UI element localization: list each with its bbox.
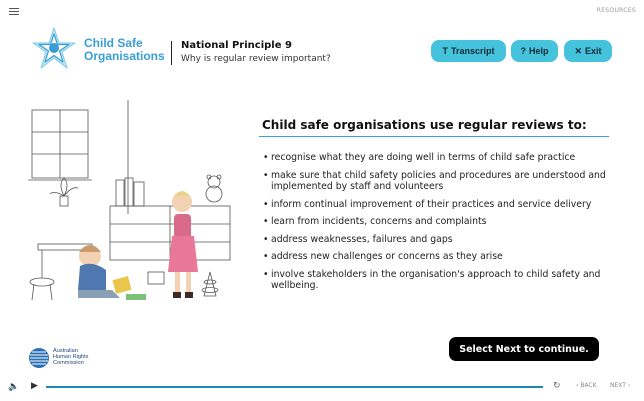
review-bullet-list — [263, 152, 613, 298]
progress-track[interactable] — [46, 386, 543, 388]
player-bar — [0, 374, 644, 401]
sitting-child-figure — [78, 245, 146, 300]
list-item: • learn from incidents, concerns and complaints — [263, 216, 613, 228]
speaker-icon[interactable]: 🔈 — [8, 382, 20, 392]
back-label: BACK — [580, 382, 597, 389]
ahrc-globe-logo — [28, 347, 50, 369]
transcript-label: Transcript — [450, 46, 495, 56]
standing-child-figure — [168, 191, 198, 298]
logo-text — [84, 37, 165, 63]
help-icon: ? — [520, 46, 526, 56]
next-label: NEXT — [610, 382, 626, 389]
transcript-button[interactable] — [431, 40, 506, 62]
exit-icon: ✕ — [574, 45, 583, 56]
next-button[interactable]: NEXT › — [610, 382, 631, 389]
back-button[interactable]: ‹ BACK — [576, 382, 597, 389]
principle-subtitle: Why is regular review important? — [181, 54, 331, 64]
help-button[interactable] — [511, 40, 558, 62]
hamburger-icon[interactable] — [9, 8, 19, 15]
logo-line-1: Child Safe — [84, 36, 143, 50]
list-item: • address weaknesses, failures and gaps — [263, 234, 613, 246]
playroom-illustration — [24, 96, 256, 308]
list-item: • address new challenges or concerns as they arise — [263, 251, 613, 263]
child-safe-star-logo — [30, 26, 78, 74]
list-item: • inform continual improvement of their practices and service delivery — [263, 199, 613, 211]
list-item: • involve stakeholders in the organisation's approach to child safety and wellbeing. — [263, 269, 613, 292]
header-divider — [171, 41, 172, 65]
list-item: • recognise what they are doing well in terms of child safe practice — [263, 152, 613, 164]
ahrc-logo-text — [53, 348, 88, 367]
top-bar — [0, 0, 644, 24]
resources-link[interactable]: RESOURCES — [596, 7, 636, 14]
play-icon[interactable]: ▶ — [31, 381, 38, 391]
ahrc-line-3: Commission — [53, 360, 84, 367]
title-underline — [259, 136, 609, 137]
exit-button[interactable] — [564, 40, 612, 62]
content-title: Child safe organisations use regular reviews to: — [262, 118, 587, 132]
exit-label: Exit — [585, 46, 602, 56]
logo-line-2: Organisations — [84, 49, 165, 63]
transcript-icon: T — [442, 46, 448, 56]
help-label: Help — [528, 46, 549, 56]
replay-icon[interactable]: ↻ — [553, 381, 561, 391]
select-next-prompt: Select Next to continue. — [449, 337, 599, 361]
list-item: • make sure that child safety policies and procedures are understood and implemented by staff and volunteers — [263, 170, 613, 193]
ahrc-line-1: Australian — [53, 348, 78, 354]
ahrc-line-2: Human Rights — [53, 354, 89, 361]
principle-title: National Principle 9 — [181, 40, 292, 51]
